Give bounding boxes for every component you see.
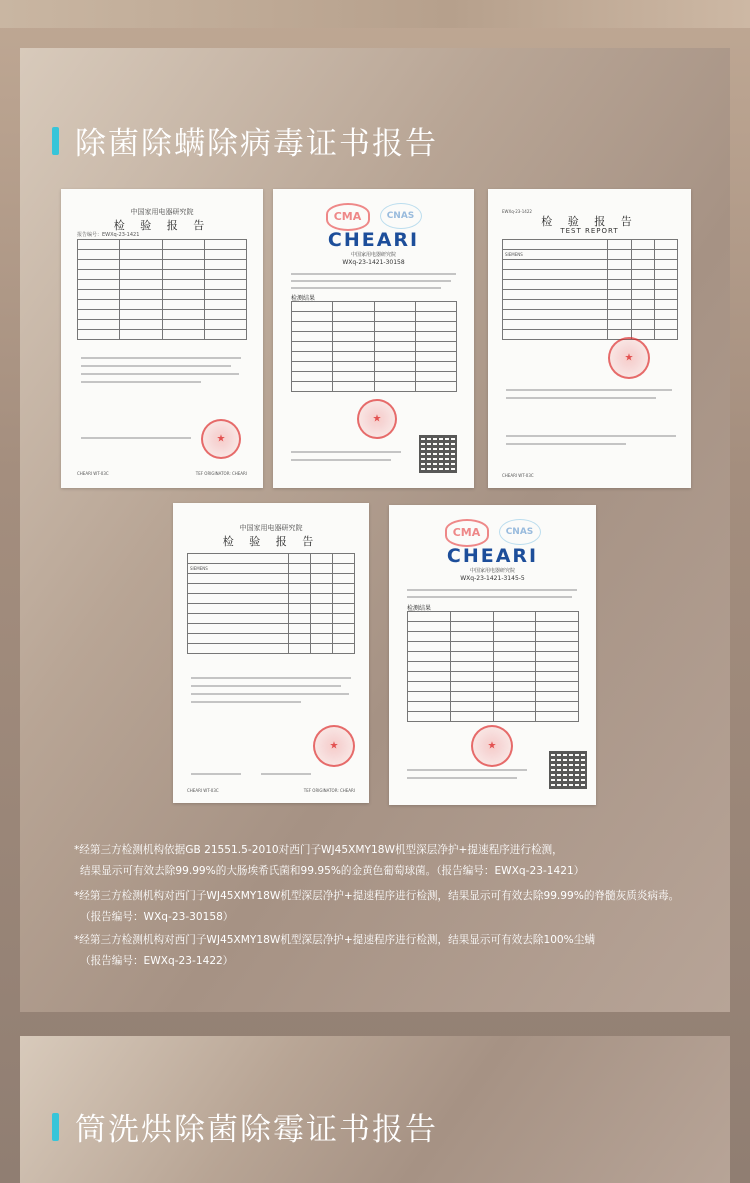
cert-table xyxy=(187,553,355,654)
red-seal-stamp: ★ xyxy=(313,725,355,767)
red-seal-stamp: ★ xyxy=(357,399,397,439)
cert-title: 检 验 报 告 xyxy=(113,219,211,232)
cheari-logo: CHEARI xyxy=(327,229,420,251)
note-line: *经第三方检测机构对西门子WJ45XMY18W机型深层净护+提速程序进行检测，结果显示可有效去除99.99%的脊髓灰质炎病毒。 xyxy=(74,890,680,902)
result-table xyxy=(291,301,457,392)
note-line: （报告编号：WXq-23-30158） xyxy=(80,911,234,923)
cert-report-no: EWXq-23-1422 xyxy=(502,209,532,214)
cheari-logo: CHEARI xyxy=(446,545,539,567)
cert-report-no: WXq-23-1421-3145-5 xyxy=(460,575,525,582)
note-line: *经第三方检测机构对西门子WJ45XMY18W机型深层净护+提速程序进行检测，结果显示可有效去除100%尘螨 xyxy=(74,934,595,946)
text-line xyxy=(506,397,656,399)
cert-org: 中国家用电器研究院 xyxy=(239,524,303,532)
cma-logo: CMA xyxy=(445,519,489,547)
qr-code xyxy=(549,751,587,789)
text-line xyxy=(407,589,577,591)
cnas-logo: CNAS xyxy=(380,203,422,229)
text-line xyxy=(291,280,451,282)
heading-accent-bar xyxy=(52,1113,59,1141)
certificate-result-5[interactable] xyxy=(389,505,596,805)
cnas-logo: CNAS xyxy=(499,519,541,545)
text-line xyxy=(81,357,241,359)
cert-title: 检 验 报 告 xyxy=(222,535,320,548)
text-line xyxy=(506,389,672,391)
text-line xyxy=(291,273,456,275)
result-table xyxy=(407,611,579,722)
cert-org: 中国家用电器研究院 xyxy=(130,208,194,216)
certificate-test-report-3[interactable] xyxy=(488,189,691,488)
text-line xyxy=(506,435,676,437)
text-line xyxy=(81,381,201,383)
text-line xyxy=(81,373,239,375)
cert-footer-left: CHEARI WT-03C xyxy=(77,471,109,476)
text-line xyxy=(191,677,351,679)
cert-footer-right: TEF ORIGINATOR: CHEARI xyxy=(195,471,247,476)
cert-footer-left: CHEARI WT-03C xyxy=(187,788,219,793)
section-title: 筒洗烘除菌除霉证书报告 xyxy=(75,1112,438,1148)
section-heading xyxy=(52,118,438,163)
text-line xyxy=(407,769,527,771)
cert-table xyxy=(77,239,247,340)
certification-notes xyxy=(74,840,740,972)
cert-logos xyxy=(389,519,596,547)
text-line xyxy=(191,701,301,703)
heading-accent-bar xyxy=(52,127,59,155)
result-label: 检测结果 xyxy=(407,605,432,612)
certificate-result-2[interactable] xyxy=(273,189,474,488)
note-line: *经第三方检测机构依据GB 21551.5-2010对西门子WJ45XMY18W机型深层净护+提速程序进行检测， xyxy=(74,844,563,856)
red-seal-stamp: ★ xyxy=(201,419,241,459)
text-line xyxy=(506,443,626,445)
signature-line xyxy=(261,773,311,775)
red-seal-stamp: ★ xyxy=(608,337,650,379)
cert-footer-right: TEF ORIGINATOR: CHEARI xyxy=(303,788,355,793)
note-line: 结果显示可有效去除99.99%的大肠埃希氏菌和99.95%的金黄色葡萄球菌。（报告编号：EWXq-23-1421） xyxy=(80,865,585,877)
result-label: 检测结果 xyxy=(291,295,316,302)
cert-table xyxy=(502,239,678,340)
top-banner-strip xyxy=(0,0,750,28)
certificate-panel xyxy=(20,48,730,1012)
product-brand: SIEMENS xyxy=(188,564,289,574)
certificate-report-1[interactable] xyxy=(61,189,263,488)
text-line xyxy=(407,596,572,598)
red-seal-stamp: ★ xyxy=(471,725,513,767)
text-line xyxy=(81,437,191,439)
cma-logo: CMA xyxy=(326,203,370,231)
text-line xyxy=(407,777,517,779)
cert-title: 检 验 报 告 xyxy=(541,215,638,228)
cheari-subtitle: 中国家用电器研究院 xyxy=(469,568,515,574)
product-brand: SIEMENS xyxy=(503,250,608,260)
cert-title-en: TEST REPORT xyxy=(560,227,619,235)
section-title: 除菌除螨除病毒证书报告 xyxy=(75,126,438,162)
certificate-report-4[interactable] xyxy=(173,503,369,803)
cheari-subtitle: 中国家用电器研究院 xyxy=(350,252,396,258)
cert-report-no: 报告编号：EWXq-23-1421 xyxy=(77,232,140,238)
text-line xyxy=(291,287,441,289)
text-line xyxy=(291,459,391,461)
text-line xyxy=(81,365,231,367)
cert-logos xyxy=(273,203,474,231)
section-heading xyxy=(52,1104,438,1149)
certificate-panel-2 xyxy=(20,1036,730,1183)
cert-footer-left: CHEARI WT-03C xyxy=(502,473,534,478)
text-line xyxy=(191,693,349,695)
note-line: （报告编号：EWXq-23-1422） xyxy=(80,955,234,967)
text-line xyxy=(191,685,341,687)
text-line xyxy=(291,451,401,453)
qr-code xyxy=(419,435,457,473)
signature-line xyxy=(191,773,241,775)
cert-report-no: WXq-23-1421-30158 xyxy=(342,259,405,266)
